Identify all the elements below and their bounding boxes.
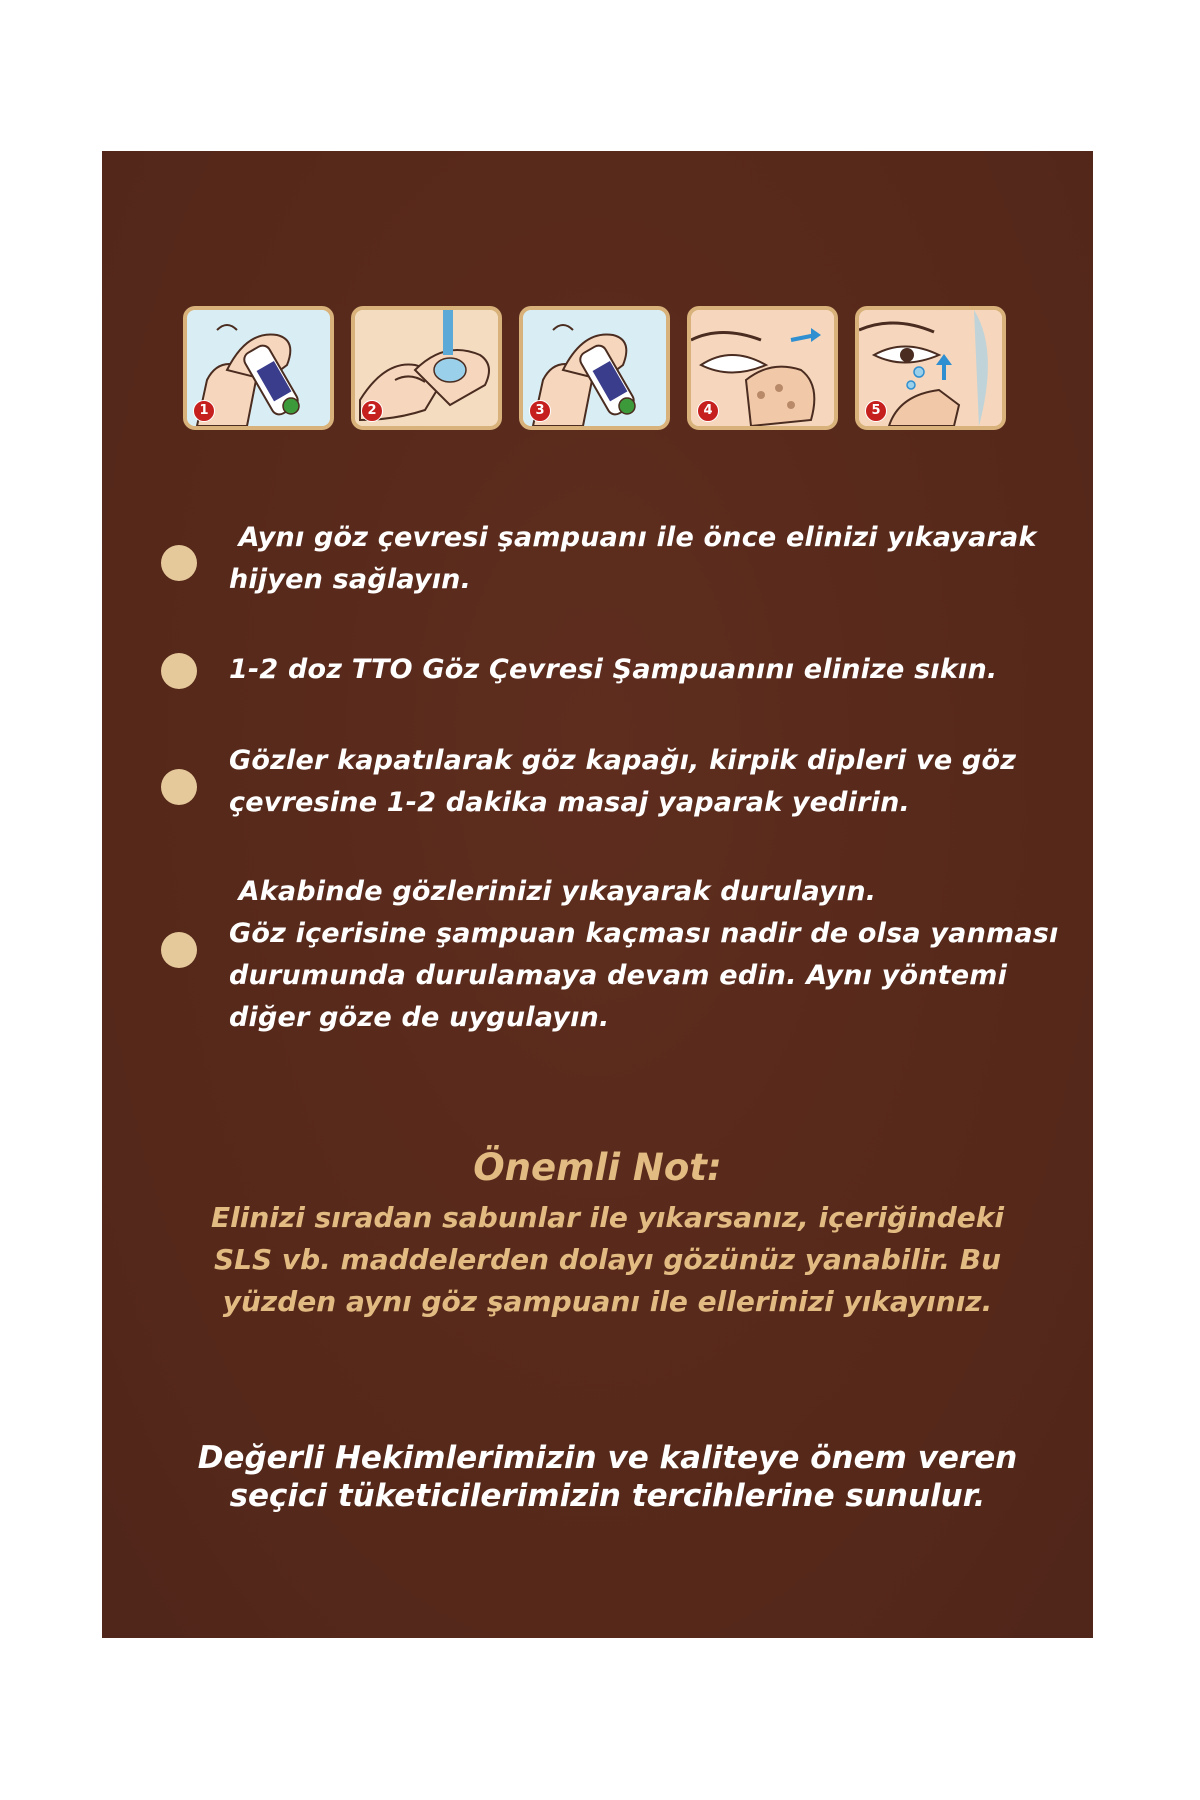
instruction-4-line-1: Akabinde gözlerinizi yıkayarak durulayın. — [229, 876, 877, 907]
note-title: Önemli Not: — [473, 1146, 722, 1189]
step-number-badge: 4 — [697, 400, 719, 422]
instruction-1 — [229, 517, 1037, 601]
bullet-2 — [161, 653, 197, 689]
step-number-badge: 3 — [529, 400, 551, 422]
step-2-illustration — [351, 306, 502, 430]
instruction-3-line-2: çevresine 1-2 dakika masaj yaparak yedirin. — [229, 787, 911, 818]
step-5-illustration — [855, 306, 1006, 430]
instruction-1-line-1: Aynı göz çevresi şampuanı ile önce elinizi yıkayarak — [229, 522, 1037, 553]
instruction-1-line-2: hijyen sağlayın. — [229, 564, 472, 595]
instruction-2 — [229, 649, 997, 691]
instruction-3-line-1: Gözler kapatılarak göz kapağı, kirpik dipleri ve göz — [229, 745, 1017, 776]
note-line-3: yüzden aynı göz şampuanı ile ellerinizi yıkayınız. — [222, 1285, 993, 1318]
instruction-4-line-3: durumunda durulamaya devam edin. Aynı yöntemi — [229, 960, 1008, 991]
closing-line-2: seçici tüketicilerimizin tercihlerine sunulur. — [229, 1478, 986, 1514]
step-3-illustration — [519, 306, 670, 430]
step-1-illustration — [183, 306, 334, 430]
note-body — [172, 1197, 1043, 1323]
instruction-4 — [229, 871, 1059, 1039]
step-number-badge: 5 — [865, 400, 887, 422]
note-line-2: SLS vb. maddelerden dolayı gözünüz yanabilir. Bu — [213, 1243, 1002, 1276]
instruction-card — [102, 151, 1093, 1638]
bullet-3 — [161, 769, 197, 805]
closing-statement — [162, 1439, 1053, 1515]
instruction-3 — [229, 740, 1016, 824]
step-illustrations — [183, 306, 1013, 432]
note-line-1: Elinizi sıradan sabunlar ile yıkarsanız, içeriğindeki — [211, 1201, 1004, 1234]
bullet-1 — [161, 545, 197, 581]
instruction-4-line-2: Göz içerisine şampuan kaçması nadir de olsa yanması — [229, 918, 1059, 949]
step-number-badge: 1 — [193, 400, 215, 422]
bullet-4 — [161, 932, 197, 968]
instruction-2-line-1: 1-2 doz TTO Göz Çevresi Şampuanını elinize sıkın. — [229, 654, 998, 685]
step-4-illustration — [687, 306, 838, 430]
instruction-4-line-4: diğer göze de uygulayın. — [229, 1002, 610, 1033]
step-number-badge: 2 — [361, 400, 383, 422]
closing-line-1: Değerli Hekimlerimizin ve kaliteye önem veren — [197, 1440, 1018, 1476]
